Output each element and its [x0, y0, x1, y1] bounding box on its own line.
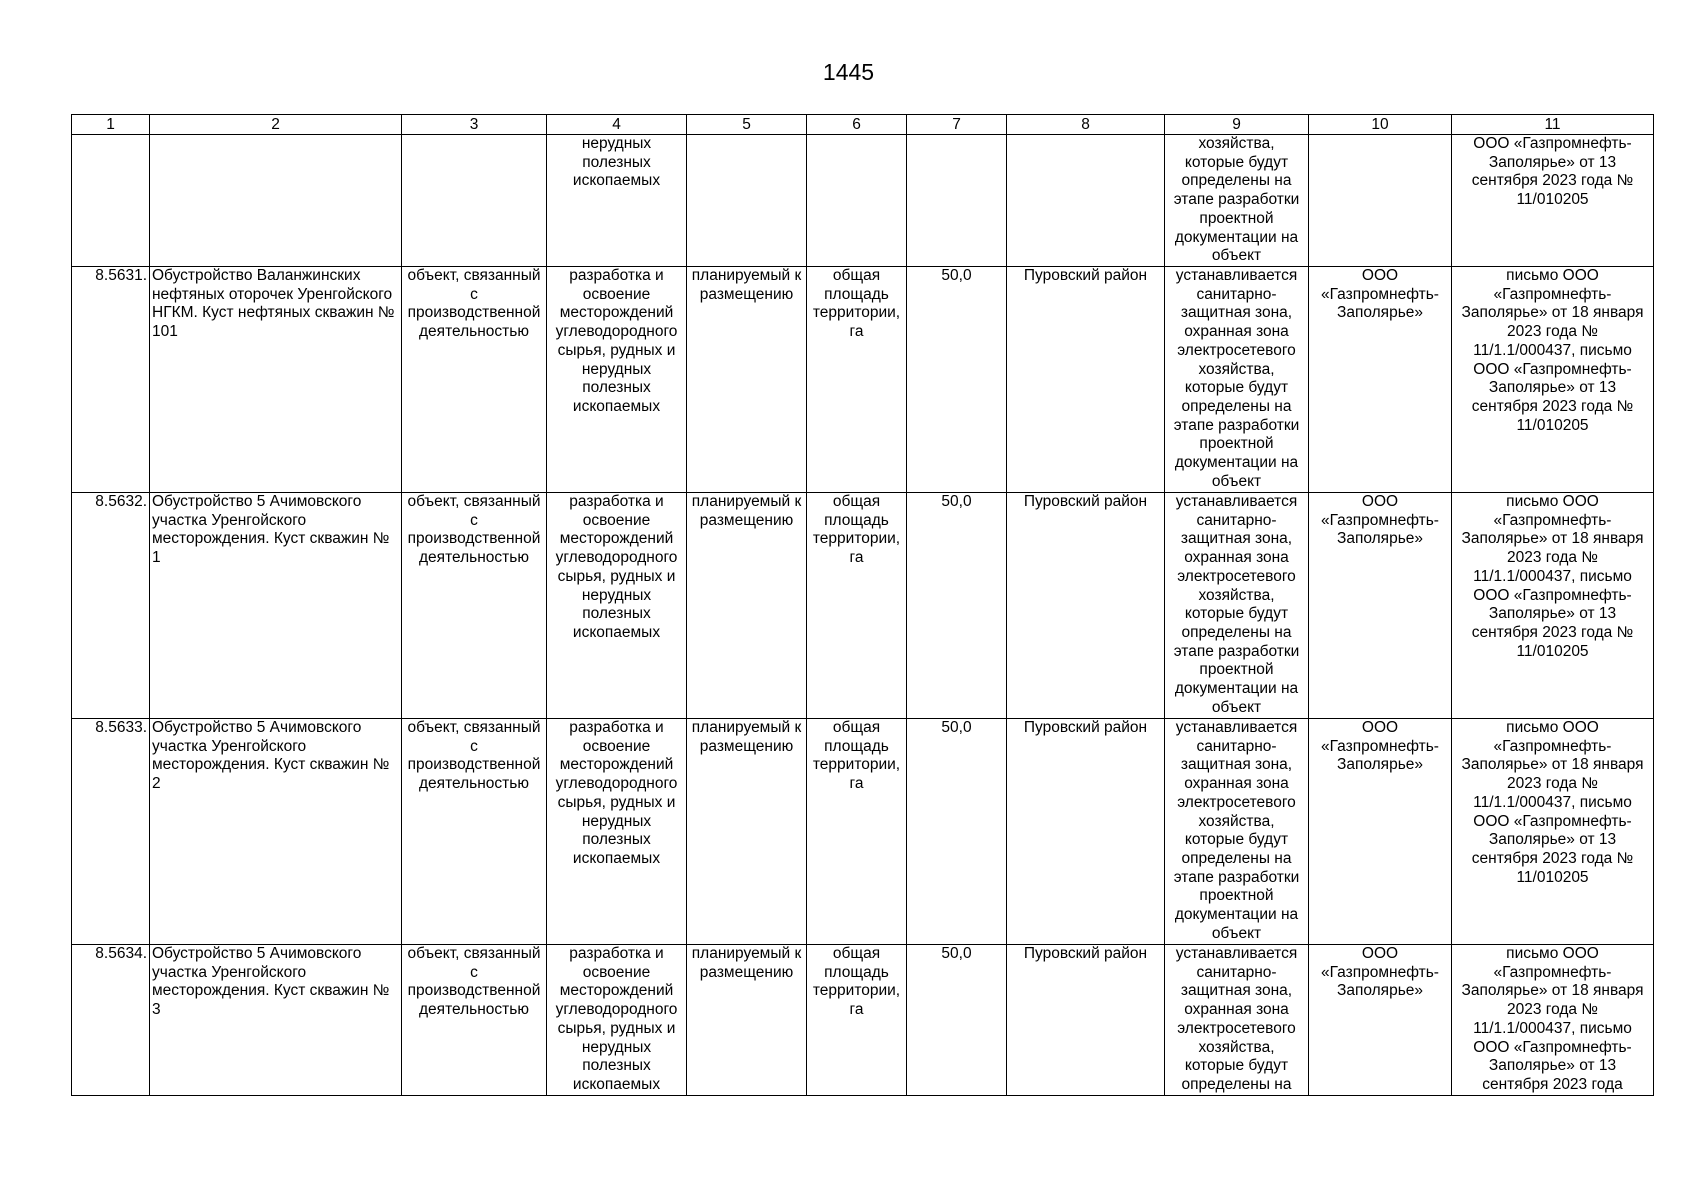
cell-characteristic: общая площадь территории, га: [807, 945, 907, 1096]
column-header-7: 7: [907, 115, 1007, 135]
cell-name: [150, 135, 402, 267]
cell-owner: ООО «Газпромнефть-Заполярье»: [1309, 267, 1452, 493]
table-row: [72, 719, 1654, 945]
table-row: [72, 493, 1654, 719]
cell-zones: устанавливается санитарно-защитная зона, охранная зона электросетевого хозяйства, которые будут определены на этапе разработки проектной документации на объект: [1165, 267, 1309, 493]
table-row: [72, 945, 1654, 1096]
cell-purpose: нерудных полезных ископаемых: [547, 135, 687, 267]
cell-location: Пуровский район: [1007, 945, 1165, 1096]
cell-characteristic: общая площадь территории, га: [807, 719, 907, 945]
cell-purpose: разработка и освоение месторождений углеводородного сырья, рудных и нерудных полезных ископаемых: [547, 267, 687, 493]
cell-location: Пуровский район: [1007, 267, 1165, 493]
cell-name: Обустройство 5 Ачимовского участка Уренгойского месторождения. Куст скважин № 3: [150, 945, 402, 1096]
cell-status: планируемый к размещению: [687, 945, 807, 1096]
column-header-4: 4: [547, 115, 687, 135]
cell-type: [402, 135, 547, 267]
table-row-continuation: [72, 135, 1654, 267]
cell-name: Обустройство 5 Ачимовского участка Уренгойского месторождения. Куст скважин № 2: [150, 719, 402, 945]
cell-type: объект, связанный с производственной деятельностью: [402, 493, 547, 719]
cell-zones: хозяйства, которые будут определены на этапе разработки проектной документации на объект: [1165, 135, 1309, 267]
cell-zones: устанавливается санитарно-защитная зона, охранная зона электросетевого хозяйства, которые будут определены на: [1165, 945, 1309, 1096]
cell-num: 8.5633.: [72, 719, 150, 945]
cell-status: планируемый к размещению: [687, 267, 807, 493]
cell-characteristic: [807, 135, 907, 267]
cell-characteristic: общая площадь территории, га: [807, 267, 907, 493]
cell-owner: ООО «Газпромнефть-Заполярье»: [1309, 945, 1452, 1096]
column-header-11: 11: [1452, 115, 1654, 135]
table-row: [72, 267, 1654, 493]
column-header-6: 6: [807, 115, 907, 135]
page-number: 1445: [822, 59, 875, 85]
cell-type: объект, связанный с производственной деятельностью: [402, 945, 547, 1096]
cell-value: 50,0: [907, 945, 1007, 1096]
cell-status: планируемый к размещению: [687, 719, 807, 945]
cell-location: Пуровский район: [1007, 719, 1165, 945]
cell-type: объект, связанный с производственной деятельностью: [402, 267, 547, 493]
cell-value: [907, 135, 1007, 267]
cell-value: 50,0: [907, 267, 1007, 493]
cell-purpose: разработка и освоение месторождений углеводородного сырья, рудных и нерудных полезных ископаемых: [547, 945, 687, 1096]
cell-name: Обустройство Валанжинских нефтяных оторочек Уренгойского НГКМ. Куст нефтяных скважин № 101: [150, 267, 402, 493]
cell-characteristic: общая площадь территории, га: [807, 493, 907, 719]
cell-num: 8.5631.: [72, 267, 150, 493]
cell-num: 8.5634.: [72, 945, 150, 1096]
cell-status: [687, 135, 807, 267]
cell-basis: письмо ООО «Газпромнефть-Заполярье» от 18 января 2023 года № 11/1.1/000437, письмо ООО «Газпромнефть-Заполярье» от 13 сентября 2023 года № 11/010205: [1452, 267, 1654, 493]
cell-num: [72, 135, 150, 267]
column-header-2: 2: [150, 115, 402, 135]
cell-location: Пуровский район: [1007, 493, 1165, 719]
cell-basis: письмо ООО «Газпромнефть-Заполярье» от 18 января 2023 года № 11/1.1/000437, письмо ООО «Газпромнефть-Заполярье» от 13 сентября 2023 года № 11/010205: [1452, 719, 1654, 945]
objects-table: [71, 114, 1654, 1096]
cell-basis: письмо ООО «Газпромнефть-Заполярье» от 18 января 2023 года № 11/1.1/000437, письмо ООО «Газпромнефть-Заполярье» от 13 сентября 2023 года № 11/010205: [1452, 493, 1654, 719]
cell-status: планируемый к размещению: [687, 493, 807, 719]
cell-name: Обустройство 5 Ачимовского участка Уренгойского месторождения. Куст скважин № 1: [150, 493, 402, 719]
header-row: [72, 115, 1654, 135]
column-header-1: 1: [72, 115, 150, 135]
cell-purpose: разработка и освоение месторождений углеводородного сырья, рудных и нерудных полезных ископаемых: [547, 719, 687, 945]
cell-type: объект, связанный с производственной деятельностью: [402, 719, 547, 945]
cell-num: 8.5632.: [72, 493, 150, 719]
column-header-10: 10: [1309, 115, 1452, 135]
column-header-3: 3: [402, 115, 547, 135]
cell-value: 50,0: [907, 493, 1007, 719]
cell-location: [1007, 135, 1165, 267]
cell-owner: [1309, 135, 1452, 267]
cell-zones: устанавливается санитарно-защитная зона, охранная зона электросетевого хозяйства, которые будут определены на этапе разработки проектной документации на объект: [1165, 493, 1309, 719]
column-header-8: 8: [1007, 115, 1165, 135]
cell-basis: ООО «Газпромнефть-Заполярье» от 13 сентября 2023 года № 11/010205: [1452, 135, 1654, 267]
cell-value: 50,0: [907, 719, 1007, 945]
cell-basis: письмо ООО «Газпромнефть-Заполярье» от 18 января 2023 года № 11/1.1/000437, письмо ООО «Газпромнефть-Заполярье» от 13 сентября 2023 года: [1452, 945, 1654, 1096]
cell-purpose: разработка и освоение месторождений углеводородного сырья, рудных и нерудных полезных ископаемых: [547, 493, 687, 719]
cell-zones: устанавливается санитарно-защитная зона, охранная зона электросетевого хозяйства, которые будут определены на этапе разработки проектной документации на объект: [1165, 719, 1309, 945]
cell-owner: ООО «Газпромнефть-Заполярье»: [1309, 493, 1452, 719]
cell-owner: ООО «Газпромнефть-Заполярье»: [1309, 719, 1452, 945]
column-header-5: 5: [687, 115, 807, 135]
column-header-9: 9: [1165, 115, 1309, 135]
